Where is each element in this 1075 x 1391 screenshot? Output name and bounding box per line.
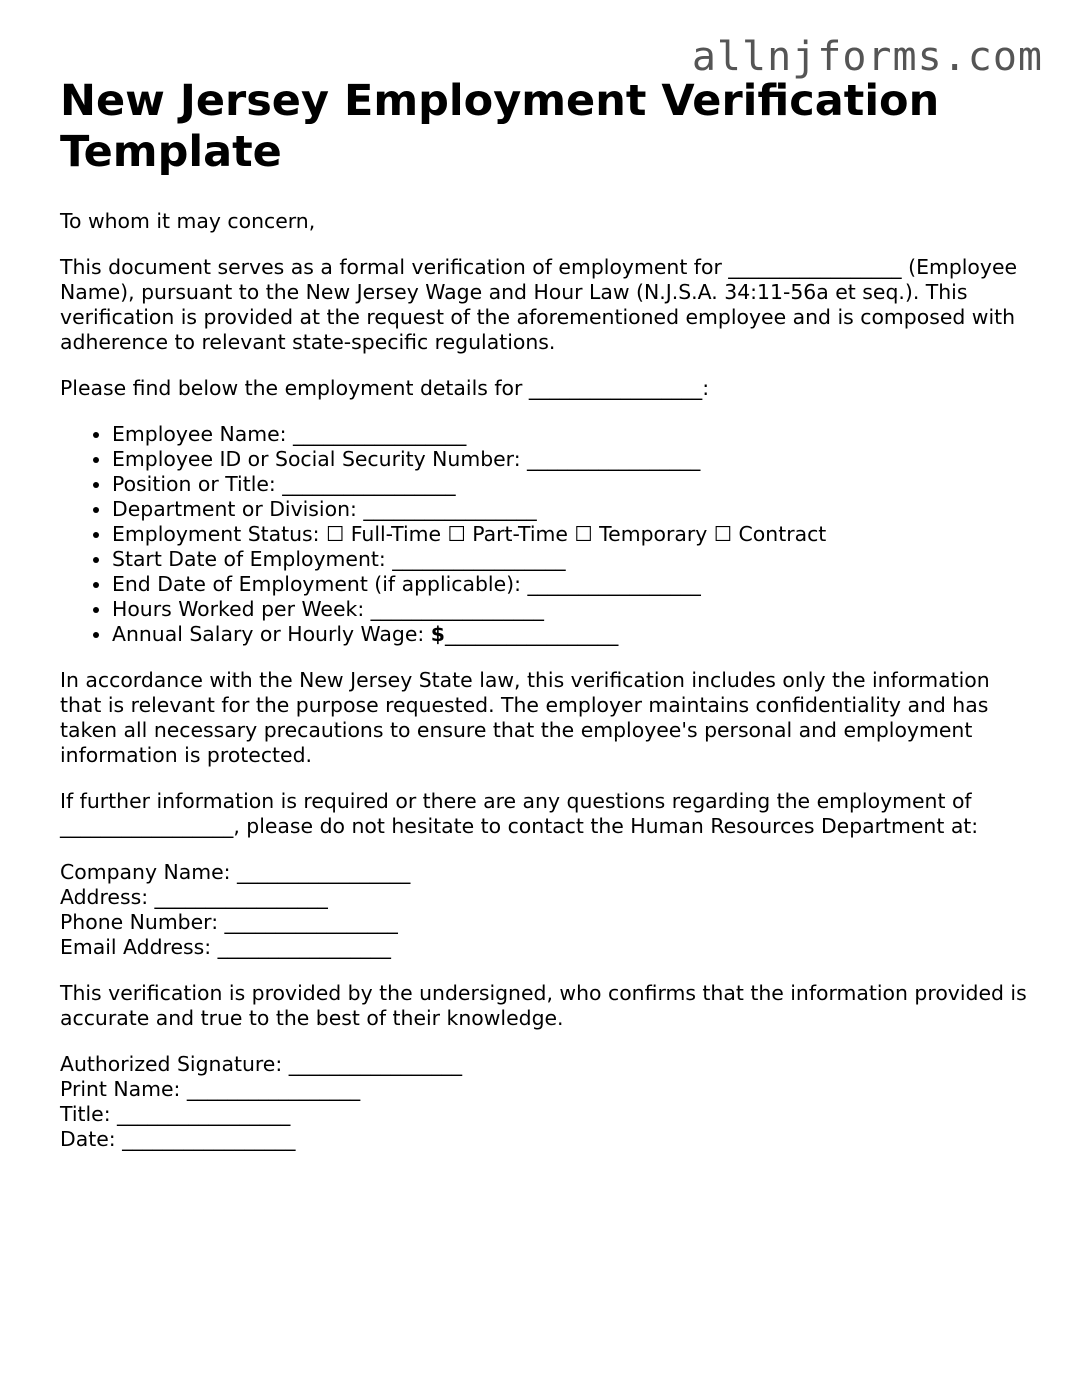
signature-block <box>60 1052 1030 1152</box>
signature-line: Authorized Signature: _________________ <box>60 1052 463 1076</box>
company-email-line: Email Address: _________________ <box>60 935 391 959</box>
confidentiality-paragraph: In accordance with the New Jersey State law, this verification includes only the information that is relevant for the purpose requested. The employer maintains confidentiality and has taken all necessary precautions to ensure that the employee's personal and employment information is protected. <box>60 668 990 767</box>
greeting: To whom it may concern, <box>60 209 316 233</box>
detail-position: • Position or Title: _________________ <box>112 472 1030 497</box>
salary-currency: $ <box>430 622 445 646</box>
salary-blank: _________________ <box>444 622 619 646</box>
employment-details-list <box>60 422 1030 647</box>
print-name-line: Print Name: _________________ <box>60 1077 361 1101</box>
watermark: allnjforms.com <box>691 34 1043 80</box>
detail-hours: • Hours Worked per Week: _________________ <box>112 597 1030 622</box>
detail-department: • Department or Division: _________________ <box>112 497 1030 522</box>
detail-employee-id: • Employee ID or Social Security Number: _________________ <box>112 447 1030 472</box>
detail-salary <box>112 622 1030 647</box>
page-title: New Jersey Employment Verification Template <box>60 76 940 177</box>
detail-end-date: • End Date of Employment (if applicable): _________________ <box>112 572 1030 597</box>
company-name-line: Company Name: _________________ <box>60 860 411 884</box>
intro-paragraph: This document serves as a formal verification of employment for _________________ (Employee Name), pursuant to the New Jersey Wage and Hour Law (N.J.S.A. 34:11-56a et seq.). This verification is provided at the request of the aforementioned employee and is composed with adherence to relevant state-specific regulations. <box>60 255 1018 354</box>
detail-employment-status: • Employment Status: ☐ Full-Time ☐ Part-Time ☐ Temporary ☐ Contract <box>112 522 1030 547</box>
date-line: Date: _________________ <box>60 1127 296 1151</box>
detail-start-date: • Start Date of Employment: _________________ <box>112 547 1030 572</box>
company-phone-line: Phone Number: _________________ <box>60 910 398 934</box>
title-line: Title: _________________ <box>60 1102 291 1126</box>
contact-paragraph: If further information is required or there are any questions regarding the employment of _________________, please do not hesitate to contact the Human Resources Department at: <box>60 789 979 838</box>
detail-employee-name: • Employee Name: _________________ <box>112 422 1030 447</box>
company-address-line: Address: _________________ <box>60 885 328 909</box>
details-intro: Please find below the employment details for _________________: <box>60 376 710 400</box>
document-page <box>60 76 1030 1152</box>
attestation-paragraph: This verification is provided by the undersigned, who confirms that the information provided is accurate and true to the best of their knowledge. <box>60 981 1027 1030</box>
salary-label: Annual Salary or Hourly Wage: <box>112 622 431 646</box>
company-block <box>60 860 1030 960</box>
